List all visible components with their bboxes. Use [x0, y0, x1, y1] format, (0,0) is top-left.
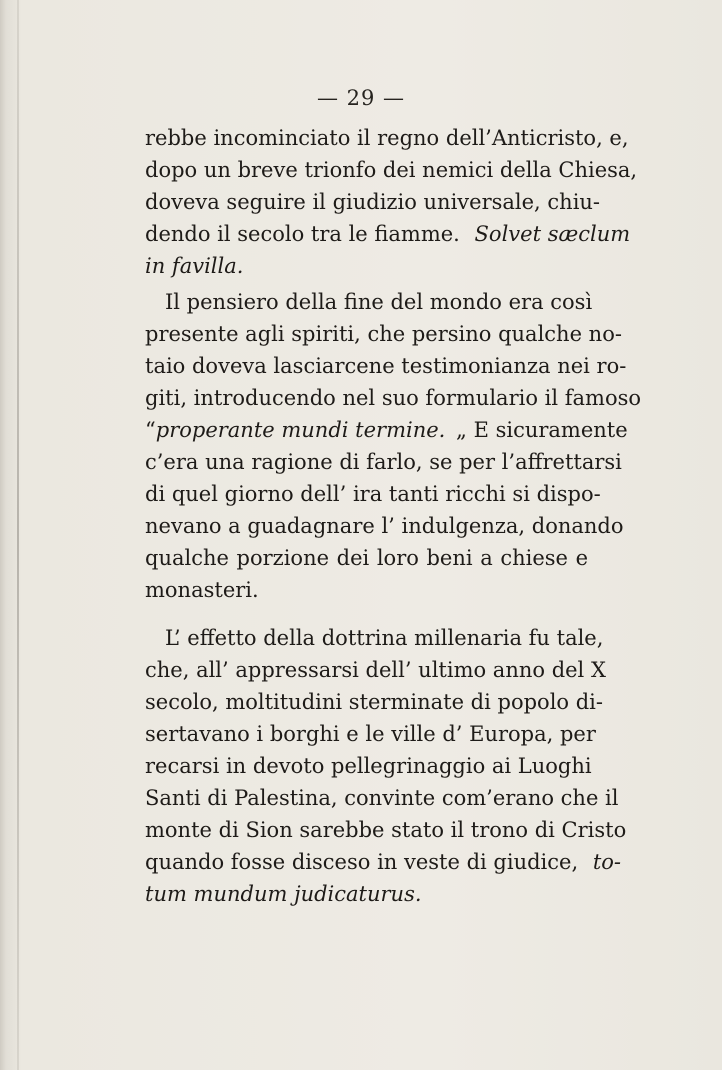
text-span: quando fosse disceso in veste di giudice, — [145, 850, 579, 874]
latin-quote: Solvet sæclum — [474, 222, 631, 246]
latin-quote: properante mundi termine. — [155, 418, 446, 442]
text-line: Santi di Palestina, convinte com’erano che il — [145, 786, 619, 810]
text-line: nevano a guadagnare l’ indulgenza, donando — [145, 514, 624, 538]
text-line: taio doveva lasciarcene testimonianza nei ro- — [145, 354, 627, 378]
text-line: presente agli spiriti, che persino qualche no- — [145, 322, 622, 346]
text-span: „ E sicuramente — [456, 418, 628, 442]
text-line: monasteri. — [145, 578, 259, 602]
text-line: qualche porzione dei loro beni a chiese e — [145, 546, 588, 570]
text-line: giti, introducendo nel suo formulario il famoso — [145, 386, 642, 410]
paragraph-start: L’ effetto della dottrina millenaria fu tale, — [165, 626, 604, 650]
text-line — [145, 846, 621, 878]
text-line: che, all’ appressarsi dell’ ultimo anno del X — [145, 658, 606, 682]
paragraph-start: Il pensiero della fine del mondo era così — [165, 290, 593, 314]
text-line: recarsi in devoto pellegrinaggio ai Luoghi — [145, 754, 592, 778]
text-line: c’era una ragione di farlo, se per l’affrettarsi — [145, 450, 622, 474]
text-span: dendo il secolo tra le fiamme. — [145, 222, 460, 246]
binding-edge — [17, 0, 19, 1070]
open-quote: “ — [145, 418, 156, 442]
text-line: monte di Sion sarebbe stato il trono di Cristo — [145, 818, 627, 842]
latin-quote: tum mundum judicaturus. — [145, 882, 422, 906]
text-line: secolo, moltitudini sterminate di popolo di- — [145, 690, 603, 714]
text-line: rebbe incominciato il regno dell’Anticristo, e, — [145, 126, 629, 150]
latin-quote: to- — [592, 850, 622, 874]
text-line: di quel giorno dell’ ira tanti ricchi si dispo- — [145, 482, 601, 506]
latin-quote: in favilla. — [145, 254, 244, 278]
text-line: dopo un breve trionfo dei nemici della Chiesa, — [145, 158, 638, 182]
text-line: doveva seguire il giudizio universale, chiu- — [145, 190, 601, 214]
page-number: — 29 — — [316, 86, 406, 110]
text-line: sertavano i borghi e le ville d’ Europa, per — [145, 722, 596, 746]
text-line — [145, 414, 628, 446]
text-line — [145, 218, 630, 250]
